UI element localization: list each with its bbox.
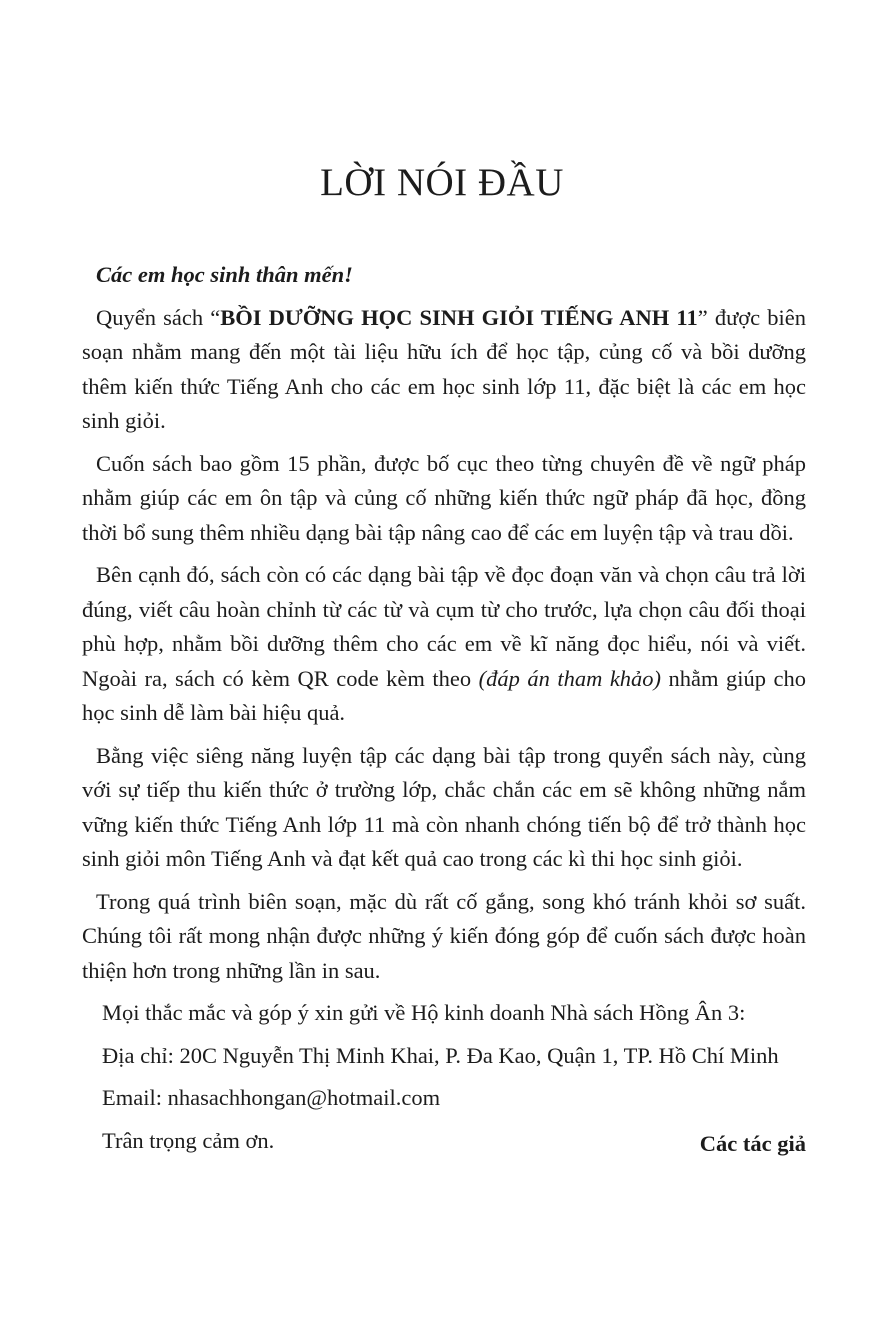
thanks-line: Trân trọng cảm ơn. <box>102 1127 275 1153</box>
answer-note: (đáp án tham khảo) <box>478 665 662 691</box>
greeting-paragraph <box>82 258 806 293</box>
preface-body <box>82 258 806 1166</box>
p3-before: Bên cạnh đó, sách còn có các dạng bài tập về đọc đoạn văn và chọn câu trả lời đúng, viết câu hoàn chỉnh từ các từ và cụm từ cho trước, lựa chọn câu đối thoại phù hợp, nhằm bồi dưỡng thêm cho các em về kĩ năng đọc hiểu, nói và viết. Ngoài ra, sách có kèm QR code kèm theo <box>82 562 806 691</box>
paragraph-2: Cuốn sách bao gồm 15 phần, được bố cục theo từng chuyên đề về ngữ pháp nhằm giúp các em ôn tập và củng cố những kiến thức ngữ pháp đã học, đồng thời bổ sung thêm nhiều dạng bài tập nâng cao để các em luyện tập và trau dồi. <box>82 450 806 545</box>
p1-after: ” được biên soạn nhằm mang đến một tài liệu hữu ích để học tập, củng cố và bồi dưỡng thêm kiến thức Tiếng Anh cho các em học sinh lớp 11, đặc biệt là các em học sinh giỏi. <box>82 304 807 433</box>
address-line: Địa chỉ: 20C Nguyễn Thị Minh Khai, P. Đa Kao, Quận 1, TP. Hồ Chí Minh <box>102 1042 779 1068</box>
paragraph-4: Bằng việc siêng năng luyện tập các dạng bài tập trong quyển sách này, cùng với sự tiếp thu kiến thức ở trường lớp, chắc chắn các em sẽ không những nắm vững kiến thức Tiếng Anh lớp 11 mà còn nhanh chóng tiến bộ để trở thành học sinh giỏi môn Tiếng Anh và đạt kết quả cao trong các kì thi học sinh giỏi. <box>82 742 806 871</box>
book-title: BỒI DƯỠNG HỌC SINH GIỎI TIẾNG ANH 11 <box>220 304 698 330</box>
p1-before: Quyển sách “ <box>96 304 221 330</box>
page-title: LỜI NÓI ĐẦU <box>320 161 564 204</box>
paragraph-3 <box>82 558 806 731</box>
contact-intro: Mọi thắc mắc và góp ý xin gửi về Hộ kinh doanh Nhà sách Hồng Ân 3: <box>102 1000 746 1025</box>
signature: Các tác giả <box>699 1131 806 1156</box>
greeting: Các em học sinh thân mến! <box>96 262 353 287</box>
p3-after: nhằm giúp cho học sinh dễ làm bài hiệu quả. <box>82 665 806 725</box>
paragraph-1 <box>82 301 806 439</box>
email-line: Email: nhasachhongan@hotmail.com <box>102 1085 441 1110</box>
paragraph-5: Trong quá trình biên soạn, mặc dù rất cố gắng, song khó tránh khỏi sơ suất. Chúng tôi rất mong nhận được những ý kiến đóng góp để cuốn sách được hoàn thiện hơn trong những lần in sau. <box>82 888 806 983</box>
